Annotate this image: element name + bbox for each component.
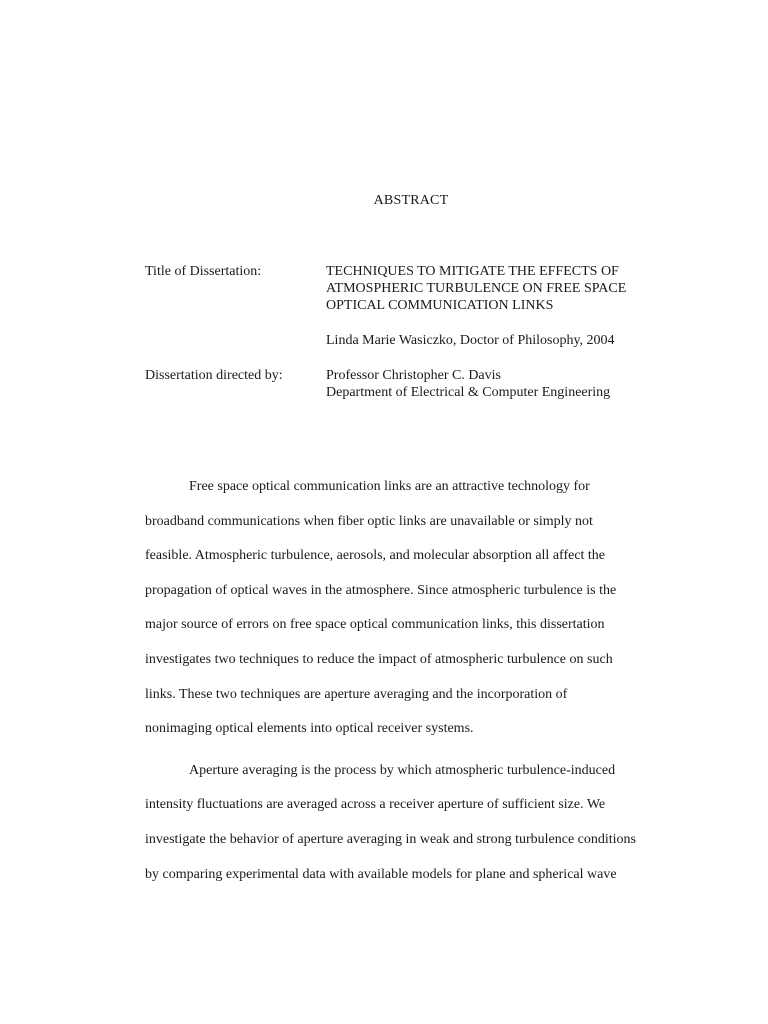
text-line: feasible. Atmospheric turbulence, aerosols, and molecular absorption all affect the [145,548,606,564]
text-line: investigates two techniques to reduce the impact of atmospheric turbulence on such [145,651,613,667]
paragraph-1 [145,477,685,754]
title-label: Title of Dissertation: [145,264,262,279]
author-degree-line: Linda Marie Wasiczko, Doctor of Philosophy, 2004 [326,333,615,348]
text-line: Free space optical communication links are an attractive technology for [189,479,590,494]
title-line: ATMOSPHERIC TURBULENCE ON FREE SPACE [326,281,627,296]
director-label: Dissertation directed by: [145,368,283,383]
director-department: Department of Electrical & Computer Engineering [326,385,611,400]
text-line: by comparing experimental data with available models for plane and spherical wave [145,866,617,882]
director-name: Professor Christopher C. Davis [326,368,501,383]
abstract-body [145,477,685,899]
text-line: major source of errors on free space optical communication links, this dissertation [145,617,605,633]
text-line: propagation of optical waves in the atmosphere. Since atmospheric turbulence is the [145,582,617,598]
dissertation-title [326,263,696,314]
title-line: TECHNIQUES TO MITIGATE THE EFFECTS OF [326,264,619,279]
text-line: investigate the behavior of aperture averaging in weak and strong turbulence conditions [145,831,636,847]
paragraph-2 [145,761,685,899]
text-line: links. These two techniques are aperture averaging and the incorporation of [145,686,568,702]
director-info [326,367,696,401]
text-line: nonimaging optical elements into optical receiver systems. [145,721,474,737]
text-line: intensity fluctuations are averaged across a receiver aperture of sufficient size. We [145,797,606,813]
text-line: broadband communications when fiber optic links are unavailable or simply not [145,513,593,529]
text-line: Aperture averaging is the process by which atmospheric turbulence-induced [189,762,616,778]
abstract-heading: ABSTRACT [373,193,449,208]
title-line: OPTICAL COMMUNICATION LINKS [326,298,554,313]
